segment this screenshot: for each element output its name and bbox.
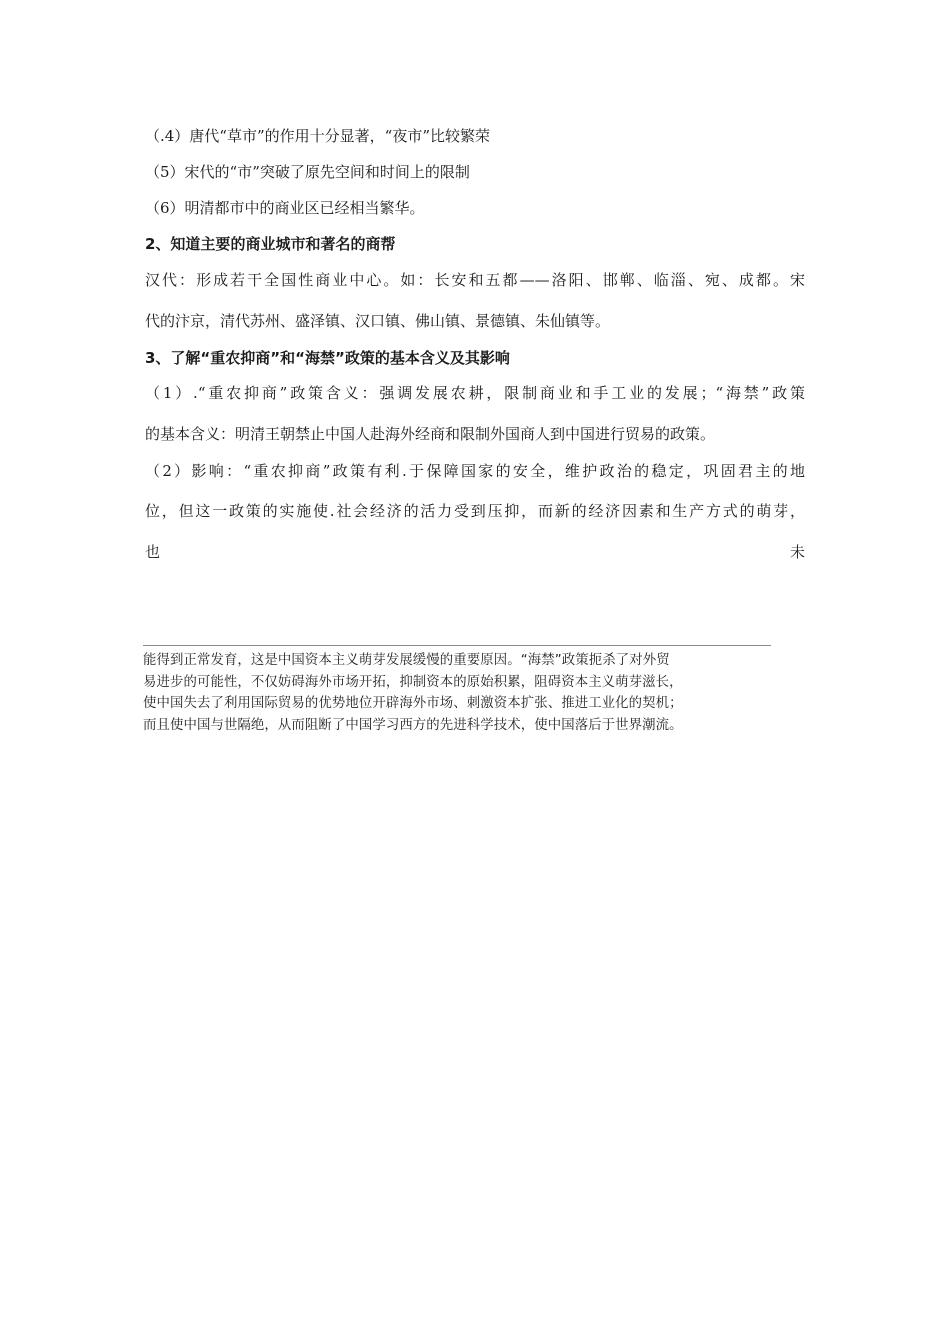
- list-item-4: （.4）唐代“草市”的作用十分显著，“夜市”比较繁荣: [145, 127, 490, 145]
- list-item-6: （6）明清都市中的商业区已经相当繁华。: [145, 199, 425, 217]
- section-3-p2-line-2: 位，但这一政策的实施使.社会经济的活力受到压抑，而新的经济因素和生产方式的萌芽，: [145, 502, 805, 520]
- scanned-paragraph: [143, 645, 771, 736]
- section-3-p2-line-1: （2）影响：“重农抑商”政策有利.于保障国家的安全，维护政治的稳定，巩固君主的地: [145, 462, 805, 480]
- section-3-p1-line-1: （1）.“重农抑商”政策含义：强调发展农耕，限制商业和手工业的发展；“海禁”政策: [145, 384, 805, 402]
- section-3-p1-line-2: 的基本含义：明清王朝禁止中国人赴海外经商和限制外国商人到中国进行贸易的政策。: [145, 425, 716, 443]
- section-3-p2-line-3-left: 也: [145, 543, 161, 561]
- section-2-heading: 2、知道主要的商业城市和著名的商帮: [145, 235, 396, 253]
- scanned-line-1: 能得到正常发育，这是中国资本主义萌芽发展缓慢的重要原因。“海禁”政策扼杀了对外贸: [143, 653, 670, 668]
- scanned-line-3: 使中国失去了利用国际贸易的优势地位开辟海外市场、刺激资本扩张、推进工业化的契机；: [143, 696, 683, 711]
- section-3-p2-line-3-right: 未: [790, 543, 806, 561]
- section-2-paragraph-line-1: 汉代：形成若干全国性商业中心。如：长安和五都——洛阳、邯郸、临淄、宛、成都。宋: [145, 271, 805, 289]
- list-item-5: （5）宋代的“市”突破了原先空间和时间上的限制: [145, 163, 470, 181]
- section-3-heading: 3、了解“重农抑商”和“海禁”政策的基本含义及其影响: [145, 349, 510, 367]
- section-2-paragraph-line-2: 代的汴京，清代苏州、盛泽镇、汉口镇、佛山镇、景德镇、朱仙镇等。: [145, 312, 611, 330]
- scanned-line-2: 易进步的可能性，不仅妨碍海外市场开拓，抑制资本的原始积累，阻碍资本主义萌芽滋长，: [143, 674, 683, 690]
- scanned-line-4: 而且使中国与世隔绝，从而阻断了中国学习西方的先进科学技术，使中国落后于世界潮流。: [143, 717, 683, 733]
